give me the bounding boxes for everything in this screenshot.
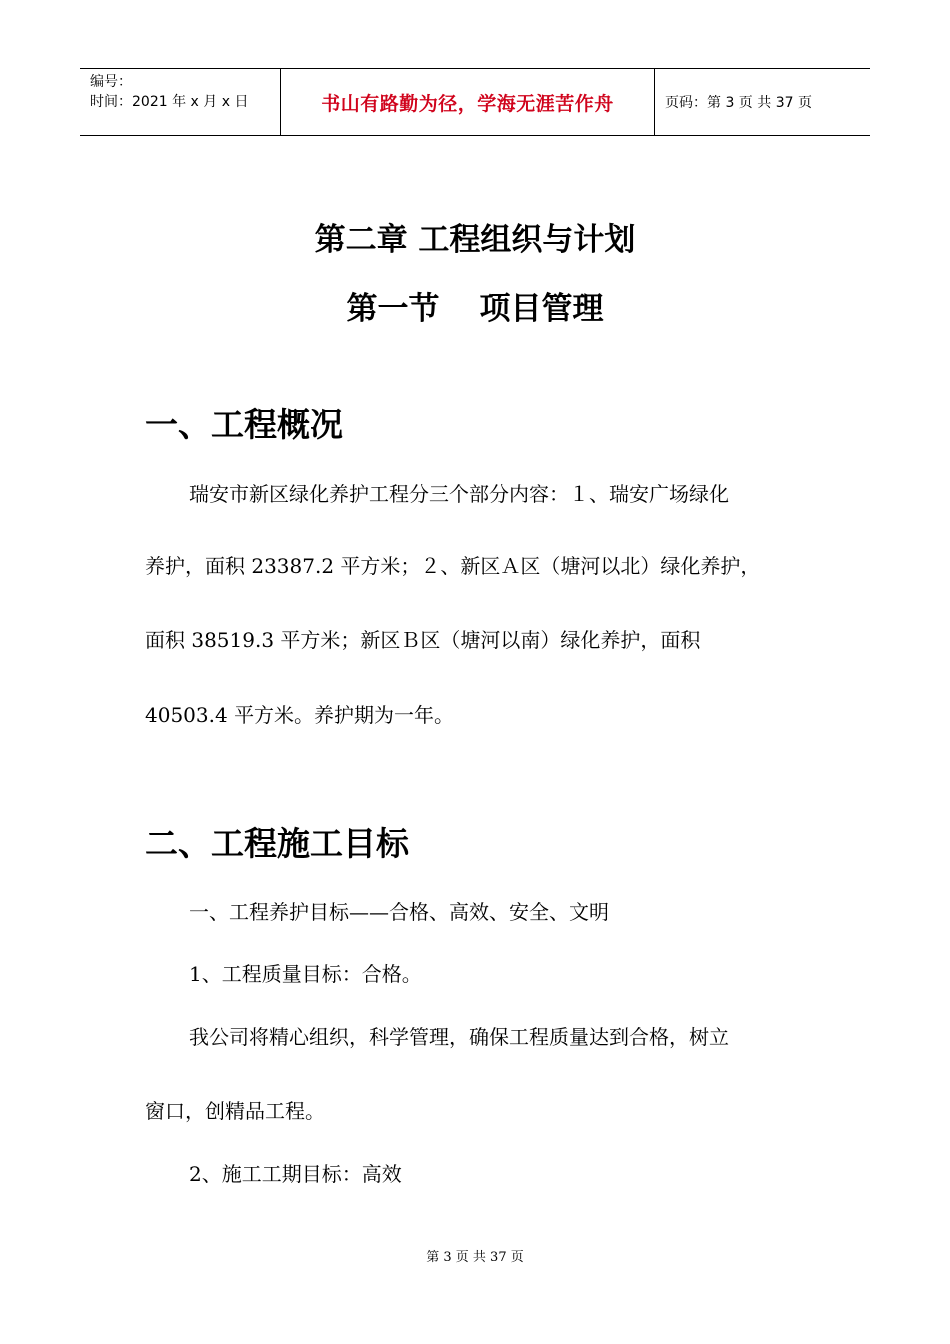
paragraph-line: 一、工程养护目标——合格、高效、安全、文明 [189, 900, 609, 924]
section-name: 项目管理 [479, 291, 604, 327]
paragraph-line: 窗口，创精品工程。 [145, 1099, 325, 1123]
date-label: 时间：2021 年 x 月 x 日 [90, 94, 249, 110]
heading-overview: 一、工程概况 [145, 405, 343, 444]
page-indicator: 页码：第 3 页 共 37 页 [665, 95, 812, 111]
paragraph-line: 2、施工工期目标：高效 [189, 1162, 402, 1186]
paragraph-line: 40503.4 平方米。养护期为一年。 [145, 703, 455, 727]
paragraph-line: 1、工程质量目标：合格。 [189, 962, 422, 986]
header-page-cell [655, 69, 870, 135]
paragraph-line: 瑞安市新区绿化养护工程分三个部分内容：１、瑞安广场绿化 [189, 482, 729, 506]
page-footer: 第 3 页 共 37 页 [426, 1250, 524, 1265]
serial-label: 编号： [90, 74, 132, 90]
heading-goals: 二、工程施工目标 [145, 824, 409, 863]
chapter-title: 第二章 工程组织与计划 [314, 222, 636, 258]
header-motto-cell [281, 69, 655, 135]
motto: 书山有路勤为径，学海无涯苦作舟 [321, 92, 614, 115]
section-number: 第一节 [346, 291, 440, 327]
section-title [0, 283, 950, 328]
header-table [80, 68, 870, 136]
paragraph-line: 面积 38519.3 平方米；新区Ｂ区（塘河以南）绿化养护，面积 [145, 628, 701, 652]
paragraph-line: 我公司将精心组织，科学管理，确保工程质量达到合格，树立 [189, 1025, 729, 1049]
paragraph-line: 养护，面积 23387.2 平方米；２、新区Ａ区（塘河以北）绿化养护， [145, 554, 761, 578]
header-left-cell [80, 69, 281, 135]
